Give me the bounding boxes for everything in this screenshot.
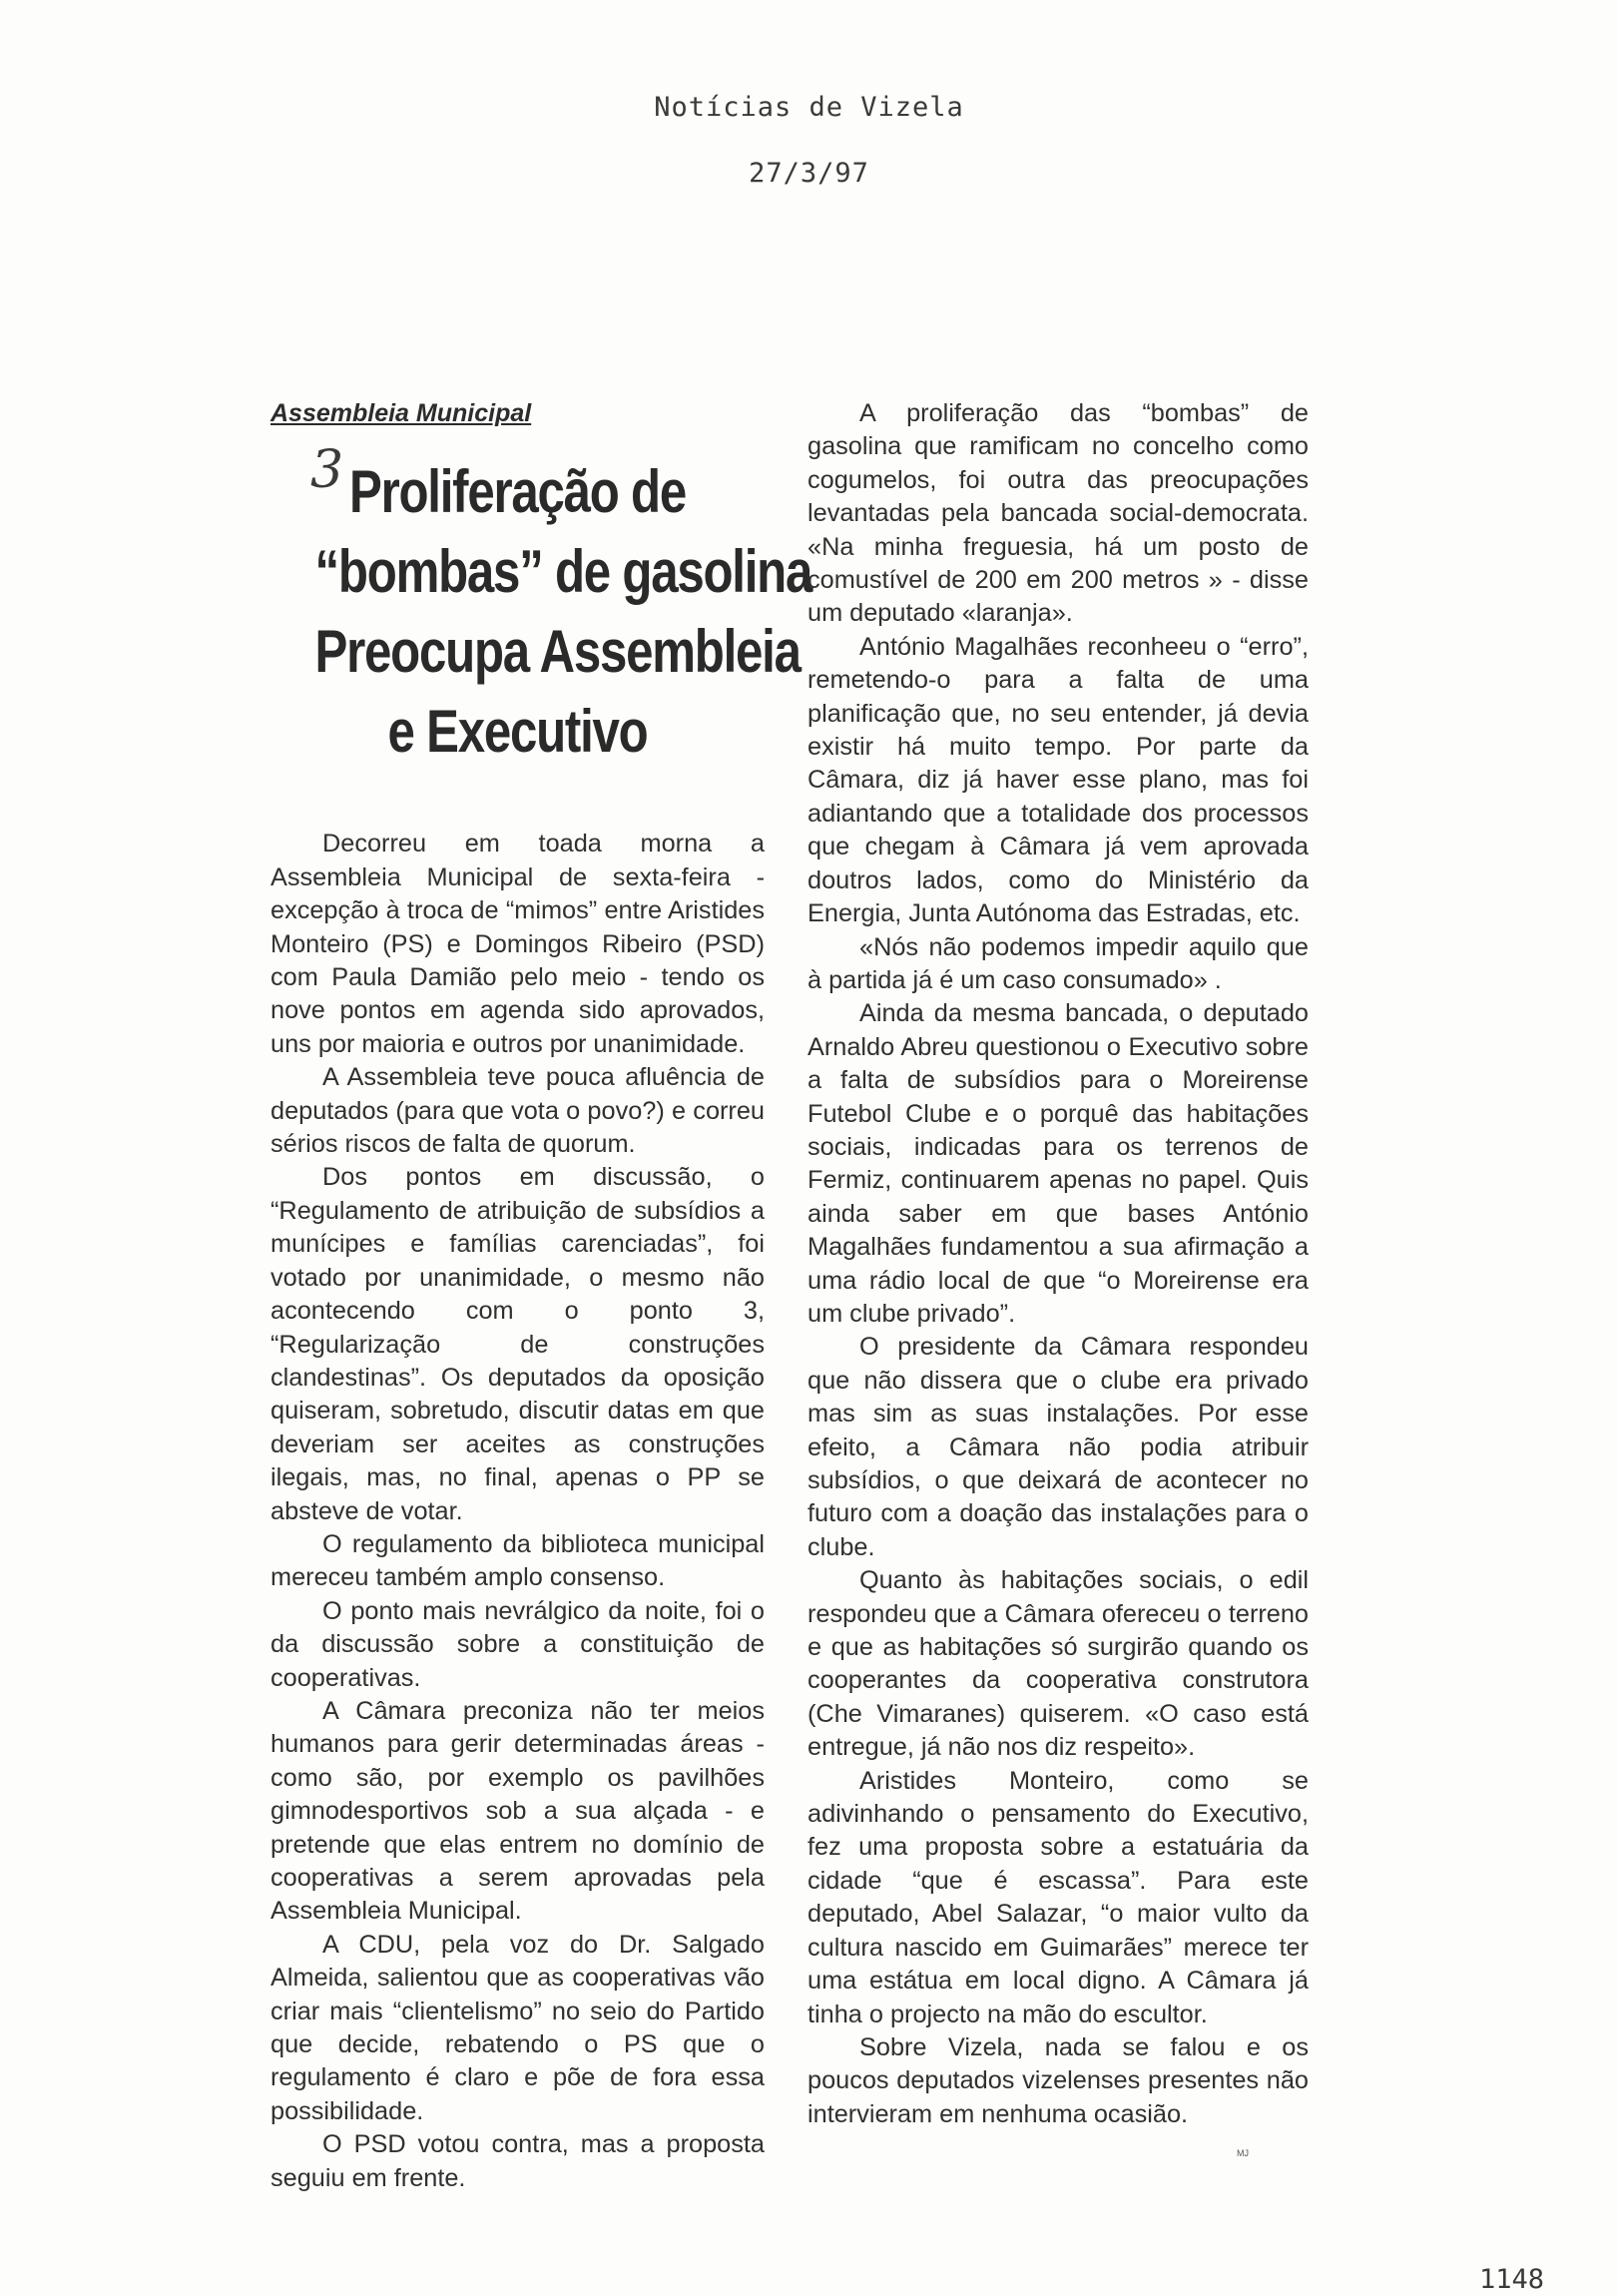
article-paragraph: A Assembleia teve pouca afluência de deputados (para que vota o povo?) e correu sérios riscos de falta de quorum.	[270, 1063, 765, 1159]
article-paragraph: Sobre Vizela, nada se falou e os poucos deputados vizelenses presentes não intervieram em nenhuma ocasião.	[808, 2032, 1309, 2128]
article-paragraph: O PSD votou contra, mas a proposta seguiu em frente.	[270, 2130, 765, 2192]
author-mark: MJ	[1237, 2148, 1249, 2159]
article-paragraph: Ainda da mesma bancada, o deputado Arnaldo Abreu questionou o Executivo sobre a falta de subsídios para o Moreirense Futebol Clube e o porquê das habitações sociais, indicadas para os terrenos de Fermiz, continuarem apenas no papel. Quis ainda saber em que bases António Magalhães fundamentou a sua afirmação a uma rádio local de que “o Moreirense era um clube privado”.	[808, 999, 1309, 1328]
article-paragraph: Quanto às habitações sociais, o edil respondeu que a Câmara ofereceu o terreno e que as habitações só surgirão quando os cooperantes da cooperativa construtora (Che Vimaranes) quiserem. «O caso está entregue, já não nos diz respeito».	[808, 1566, 1309, 1762]
article-column-left	[270, 397, 812, 2195]
headline	[314, 452, 812, 772]
headline-line: e Executivo	[387, 698, 648, 766]
publication-date: 27/3/97	[749, 158, 869, 189]
publication-name: Notícias de Vizela	[654, 92, 964, 123]
article-column-right	[808, 397, 1309, 2171]
article-paragraph: A Câmara preconiza não ter meios humanos para gerir determinadas áreas - como são, por exemplo os pavilhões gimnodesportivos sob a sua alçada - e pretende que elas entrem no domínio de cooperativas a serem aprovadas pela Assembleia Municipal.	[270, 1696, 765, 1926]
article-paragraph: A proliferação das “bombas” de gasolina que ramificam no concelho como cogumelos, foi outra das preocupações levantadas pela bancada social-democrata. «Na minha freguesia, há um posto de comustível de 200 em 200 metros » - disse um deputado «laranja».	[808, 399, 1309, 628]
headline-line: “bombas” de gasolina	[314, 538, 812, 606]
headline-line: Proliferação de	[348, 458, 687, 526]
handwritten-item-number: 3	[310, 440, 344, 501]
article-paragraph: O ponto mais nevrálgico da noite, foi o da discussão sobre a constituição de cooperativas.	[270, 1596, 765, 1692]
page-number: 1148	[1478, 2264, 1544, 2295]
section-label: Assembleia Municipal	[270, 399, 532, 427]
article-paragraph: A CDU, pela voz do Dr. Salgado Almeida, salientou que as cooperativas vão criar mais “clientelismo” no seio do Partido que decide, rebatendo o PS que o regulamento é claro e põe de fora essa possibilidade.	[270, 1930, 765, 2125]
article-paragraph: O regulamento da biblioteca municipal mereceu também amplo consenso.	[270, 1529, 765, 1592]
article-paragraph: Dos pontos em discussão, o “Regulamento de atribuição de subsídios a munícipes e famílias carenciadas”, foi votado por unanimidade, o mesmo não acontecendo com o ponto 3, “Regularização de construções clandestinas”. Os deputados da oposição quiseram, sobretudo, discutir datas em que deveriam ser aceites as construções ilegais, mas, no final, apenas o PP se absteve de votar.	[270, 1163, 765, 1525]
article-paragraph: O presidente da Câmara respondeu que não dissera que o clube era privado mas sim as suas instalações. Por esse efeito, a Câmara não podia atribuir subsídios, o que deixará de acontecer no futuro com a doação das instalações para o clube.	[808, 1333, 1309, 1561]
headline-block	[270, 440, 812, 772]
article-paragraph: António Magalhães reconheeu o “erro”, remetendo-o para a falta de uma planificação que, no seu entender, já devia existir há muito tempo. Por parte da Câmara, diz já haver esse plano, mas foi adiantando que a totalidade dos processos que chegam à Câmara já vem aprovada doutros lados, como do Ministério da Energia, Junta Autónoma das Estradas, etc.	[808, 632, 1309, 928]
headline-line: Preocupa Assembleia	[314, 618, 801, 686]
article-paragraph: «Nós não podemos impedir aquilo que à partida já é um caso consumado» .	[808, 932, 1309, 994]
article-paragraph: Decorreu em toada morna a Assembleia Municipal de sexta-feira - excepção à troca de “mimos” entre Aristides Monteiro (PS) e Domingos Ribeiro (PSD) com Paula Damião pelo meio - tendo os nove pontos em agenda sido aprovados, uns por maioria e outros por unanimidade.	[270, 830, 765, 1058]
article-paragraph: Aristides Monteiro, como se adivinhando o pensamento do Executivo, fez uma proposta sobre a estatuária da cidade “que é escassa”. Para este deputado, Abel Salazar, “o maior vulto da cultura nascido em Guimarães” merece ter uma estátua em local digno. A Câmara já tinha o projecto na mão do escultor.	[808, 1766, 1309, 2028]
